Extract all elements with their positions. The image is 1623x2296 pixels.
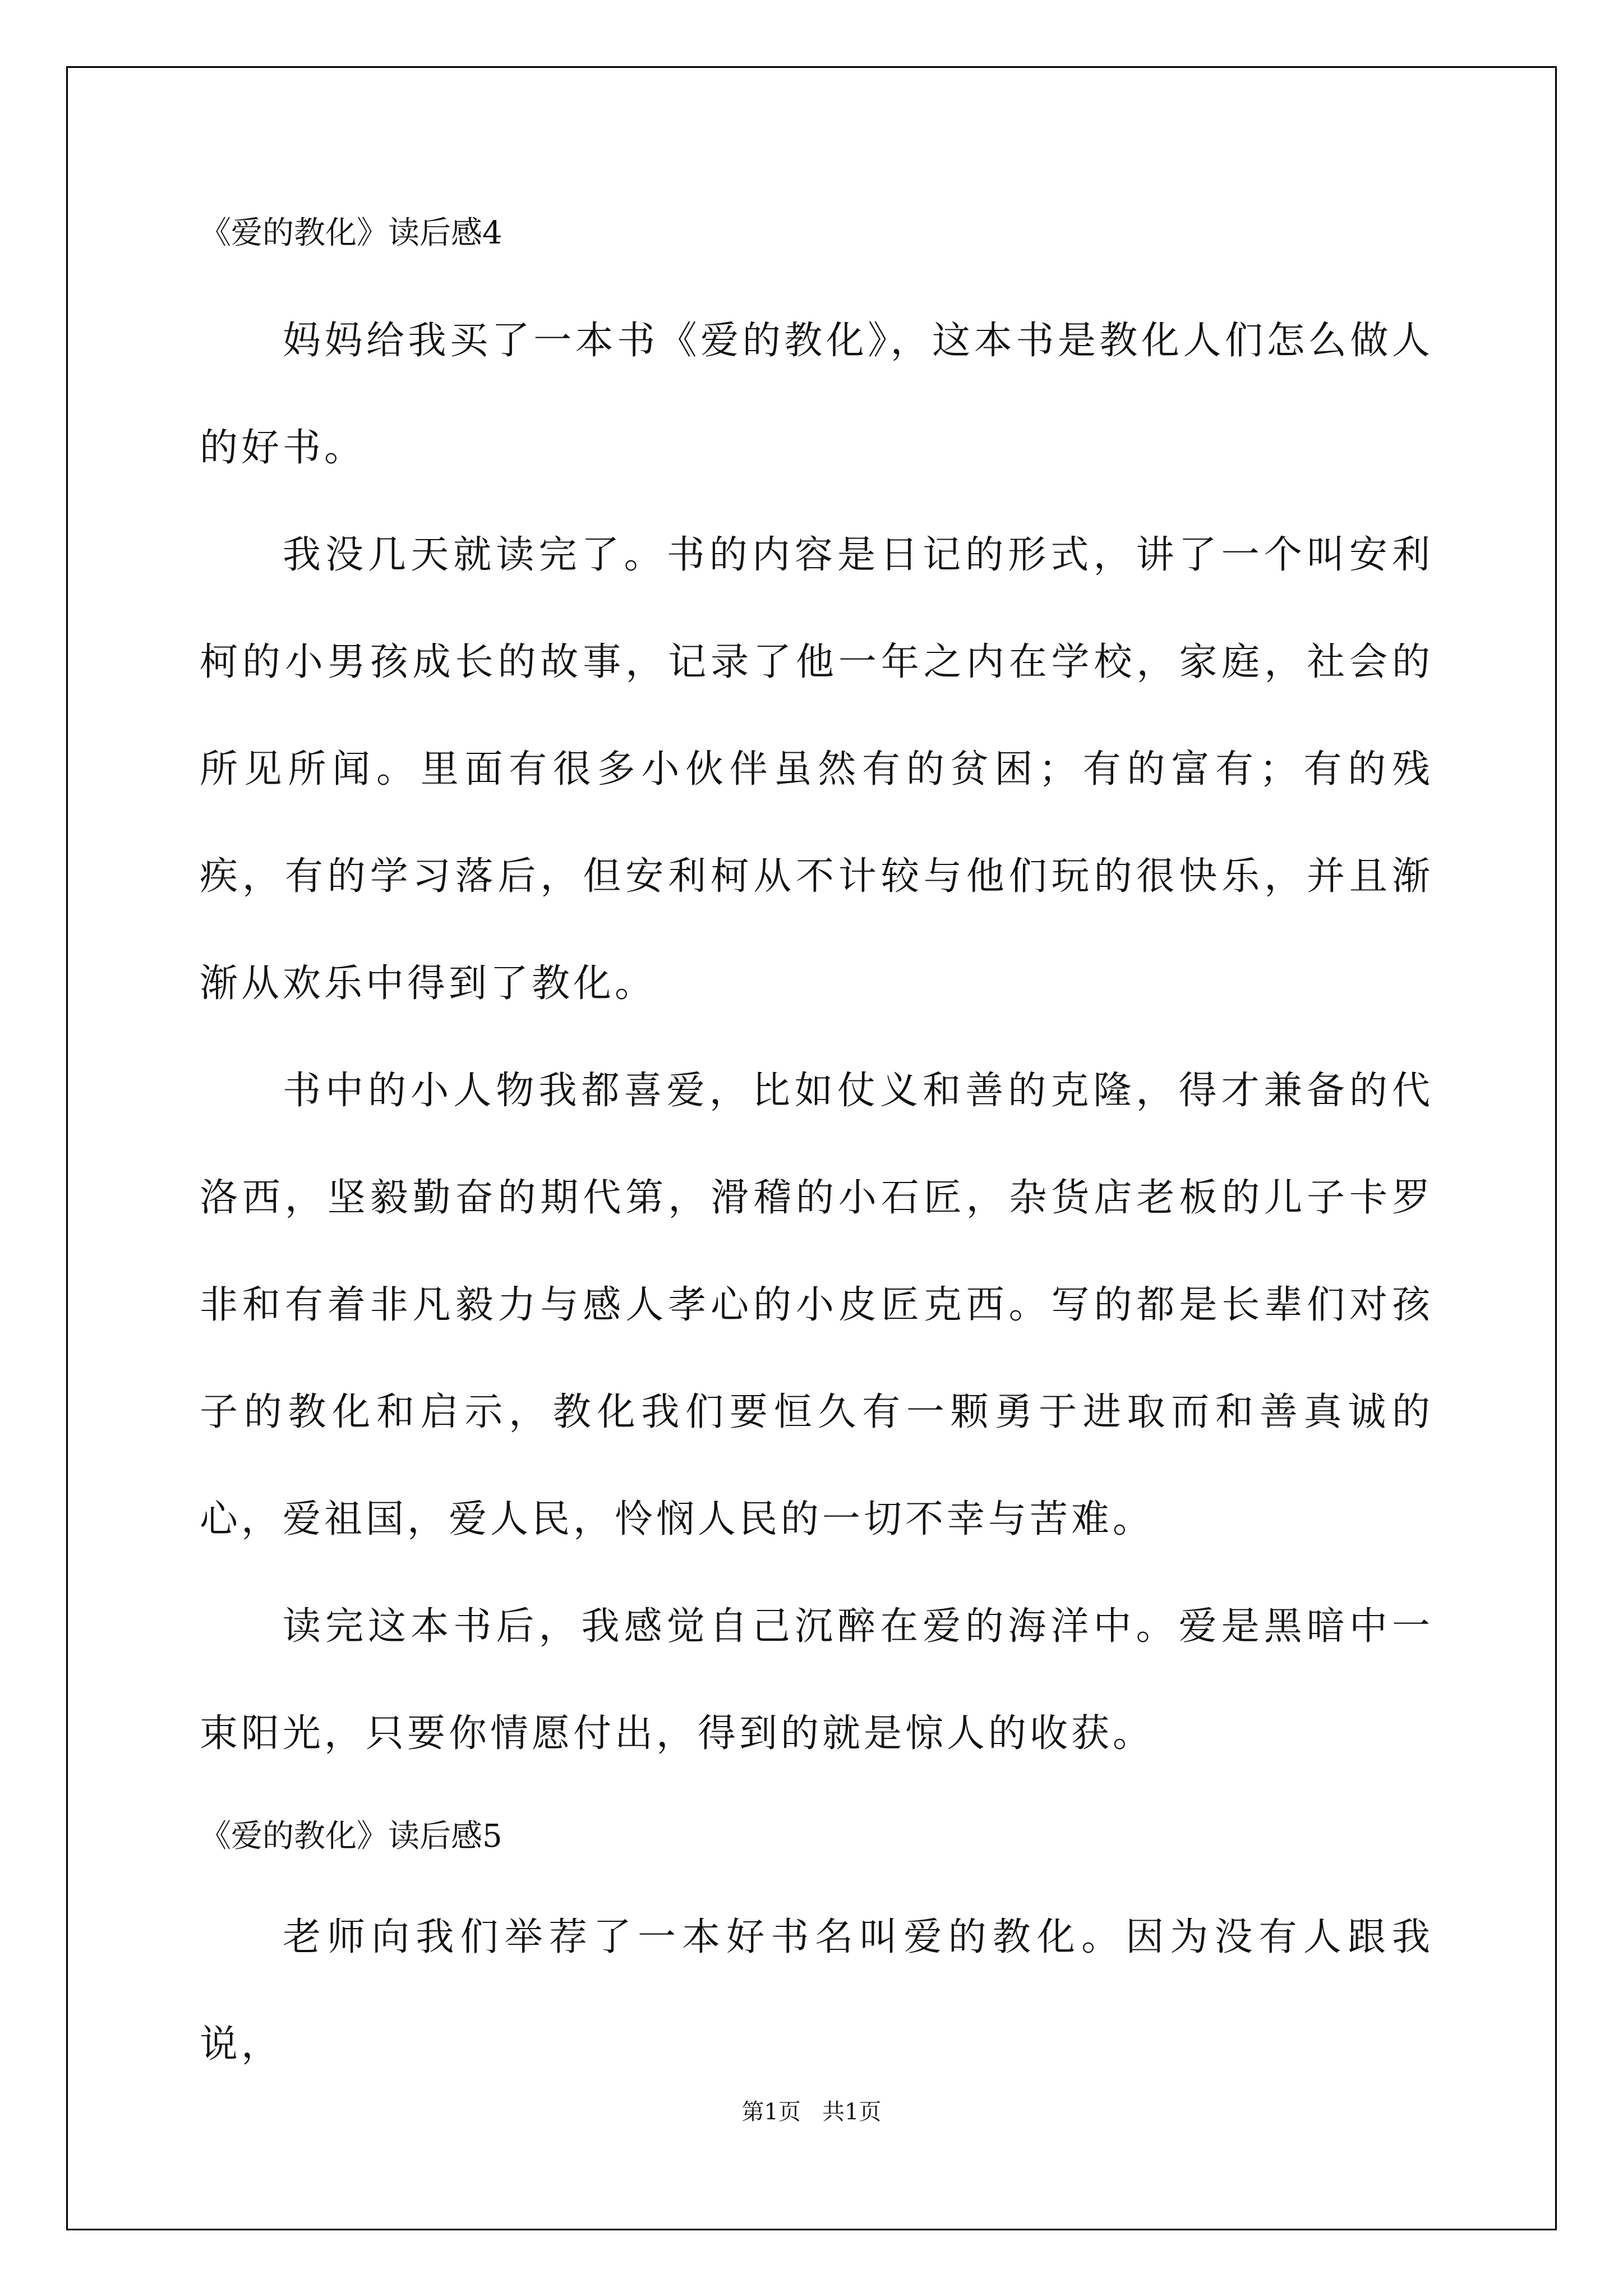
paragraph: 书中的小人物我都喜爱，比如仗义和善的克隆，得才兼备的代洛西，坚毅勤奋的期代第，滑稽的小石匠，杂货店老板的儿子卡罗非和有着非凡毅力与感人孝心的小皮匠克西。写的都是长辈们对孩子的教化和启示，教化我们要恒久有一颗勇于进取而和善真诚的心，爱祖国，爱人民，怜悯人民的一切不幸与苦难。 [200, 1069, 1433, 1542]
section-title: 《爱的教化》读后感5 [200, 1818, 502, 1855]
paragraph: 读完这本书后，我感觉自己沉醉在爱的海洋中。爱是黑暗中一束阳光，只要你情愿付出，得到的就是惊人的收获。 [200, 1604, 1433, 1756]
paragraph: 老师向我们举荐了一本好书名叫爱的教化。因为没有人跟我说， [200, 1915, 1433, 2067]
paragraph: 我没几天就读完了。书的内容是日记的形式，讲了一个叫安利柯的小男孩成长的故事，记录了他一年之内在学校，家庭，社会的所见所闻。里面有很多小伙伴虽然有的贫困；有的富有；有的残疾，有的学习落后，但安利柯从不计较与他们玩的很快乐，并且渐渐从欢乐中得到了教化。 [200, 533, 1433, 1006]
page-footer: 第1页 共1页 [741, 2099, 882, 2125]
section-title: 《爱的教化》读后感4 [200, 215, 502, 251]
paragraph: 妈妈给我买了一本书《爱的教化》，这本书是教化人们怎么做人的好书。 [200, 319, 1433, 470]
document-body [200, 206, 1433, 2098]
